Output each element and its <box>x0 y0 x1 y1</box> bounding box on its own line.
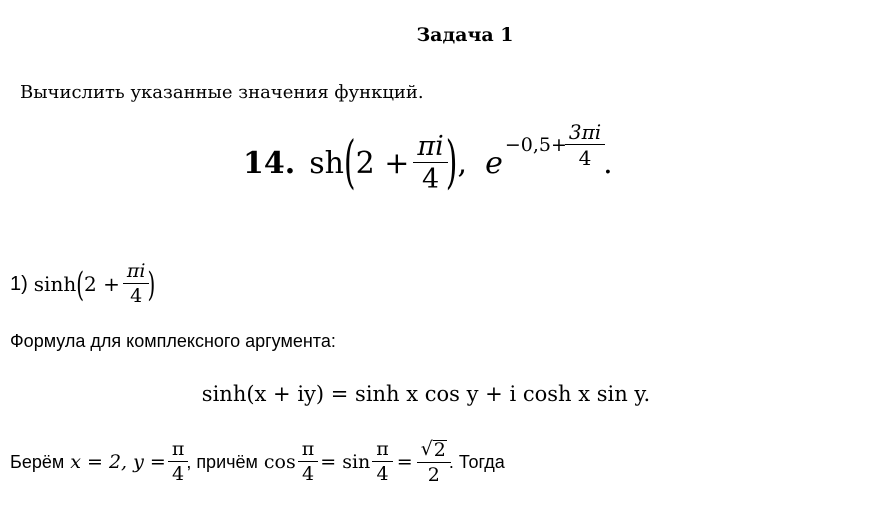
x-y-values: x = 2, y = <box>70 451 166 473</box>
two-plus: 2 + <box>84 272 120 296</box>
comma: , <box>457 145 468 181</box>
denominator: 4 <box>372 461 393 484</box>
two-plus: 2 + <box>355 145 410 181</box>
formula-intro: Формула для комплексного аргумента: <box>10 331 336 351</box>
pi-over-4 <box>300 440 317 484</box>
right-paren: ) <box>147 263 156 305</box>
given-prefix: Берём <box>10 451 65 472</box>
exponent-prefix: −0,5+ <box>504 134 567 156</box>
sqrt-argument: 2 <box>433 438 446 461</box>
equals-sin: = sin <box>320 451 371 473</box>
e-symbol: e <box>485 145 503 181</box>
pi-over-4 <box>170 440 187 484</box>
sinh-identity: sinh(x + iy) = sinh x cos y + i cosh x sin y. <box>201 382 651 406</box>
denominator: 4 <box>298 461 319 484</box>
exponent <box>505 122 603 168</box>
given-suffix: . Тогда <box>448 451 505 472</box>
left-paren: ( <box>76 263 85 305</box>
numerator: πi <box>417 131 444 162</box>
three-pi-i-over-4 <box>567 122 603 168</box>
numerator: πi <box>126 260 146 282</box>
sh-function: sh <box>309 145 344 181</box>
problem-expression <box>243 120 613 198</box>
numerator: π <box>301 438 315 460</box>
pi-i-over-4 <box>415 133 445 193</box>
pi-i-over-4 <box>125 262 148 306</box>
task-statement: Вычислить указанные значения функций. <box>20 82 424 103</box>
sqrt-symbol: √ 2 <box>420 437 446 461</box>
denominator: 4 <box>123 283 150 306</box>
given-mid: , причём <box>186 451 258 472</box>
pi-over-4 <box>374 440 391 484</box>
period: . <box>603 145 613 181</box>
left-paren: ( <box>343 129 356 197</box>
sinh-function: sinh <box>33 272 77 296</box>
equals: = <box>396 451 413 473</box>
denominator: 4 <box>413 162 447 193</box>
step-label: 1) <box>10 272 28 295</box>
right-paren: ) <box>445 129 458 197</box>
exp-denominator: 4 <box>565 144 605 168</box>
numerator: π <box>171 438 185 460</box>
cos-function: cos <box>263 451 296 473</box>
numerator <box>419 437 449 462</box>
given-values-line <box>10 434 505 490</box>
problem-title: Задача 1 <box>416 24 514 46</box>
problem-number: 14. <box>243 145 296 181</box>
sqrt2-over-2 <box>419 437 449 486</box>
exp-numerator: 3πi <box>568 120 602 144</box>
step-1-heading <box>10 258 155 310</box>
numerator: π <box>376 438 389 460</box>
denominator: 4 <box>168 461 189 484</box>
denominator: 2 <box>417 462 451 485</box>
